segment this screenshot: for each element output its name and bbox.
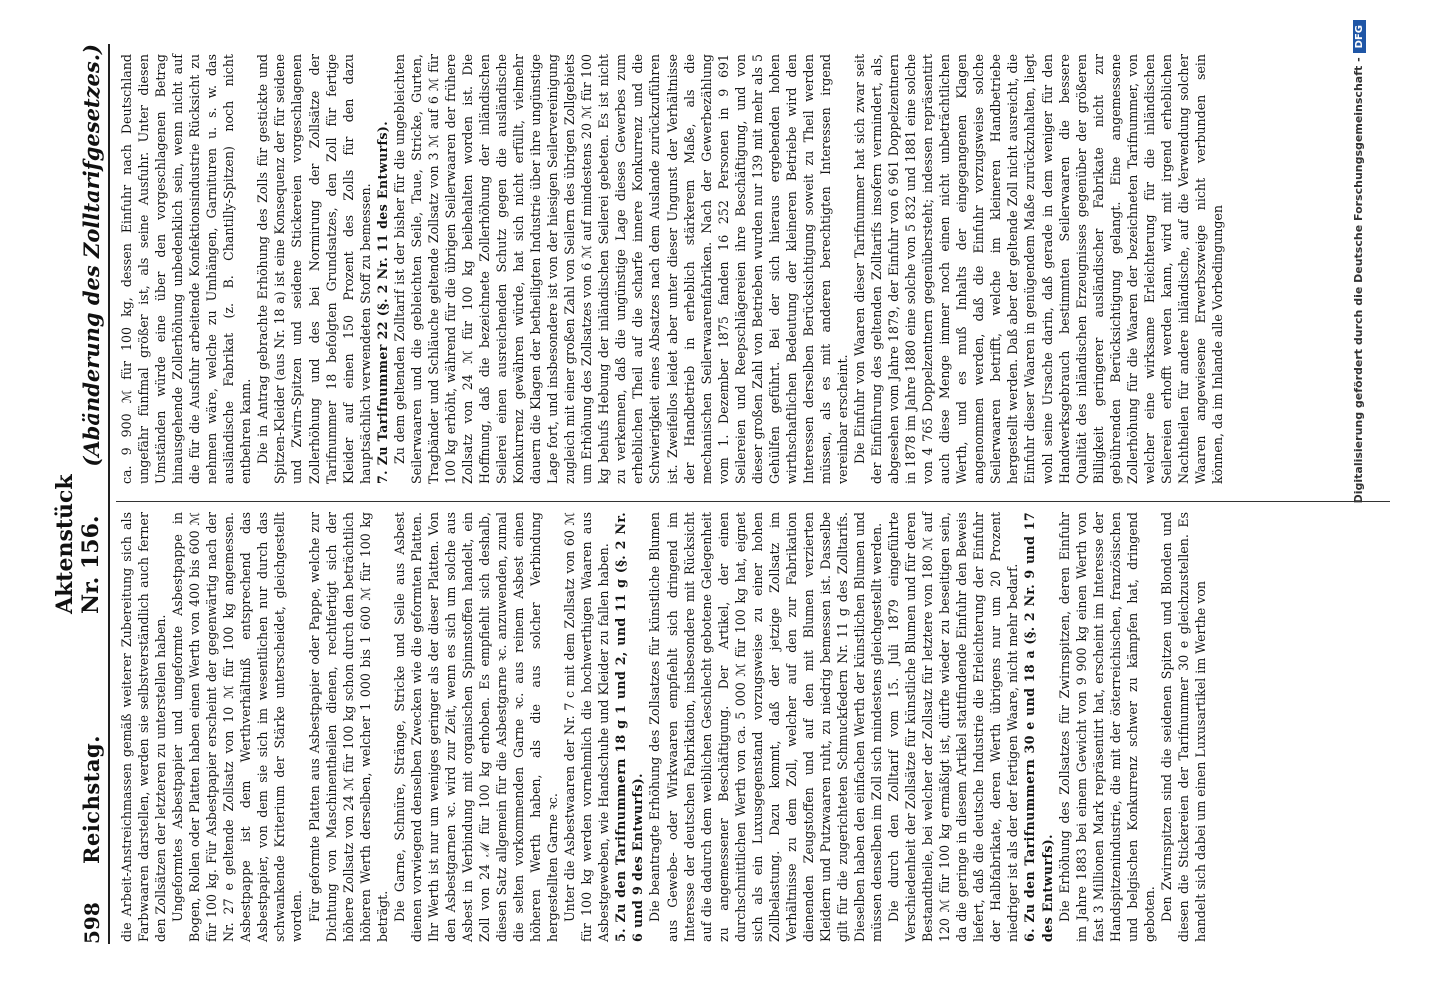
header-title: Aktenstück Nr. 156.: [52, 474, 104, 614]
digitization-credit: [1352, 20, 1368, 980]
section-heading: 7. Zu Tarifnummer 22 (§. 2 Nr. 11 des Entwurfs).: [374, 120, 390, 484]
paragraph: Den Zwirnspitzen sind die seidenen Spitzen und Blonden und diesen die Stickereien der Tarifnummer 30 e gleichzustellen. Es handelt sich dabei um einen Luxusartikel im Werthe von: [1158, 512, 1208, 942]
paragraph: Die Einfuhr von Waaren dieser Tarifnummer hat sich zwar seit der Einführung des geltenden Zolltarifs insofern vermindert, als, abgesehen vom Jahre 1879, der Einfuhr von 6 961 Doppelzentnern in 1878 im Jahre 1880 eine solche von 5 832 und 1881 eine solche von 4 765 Doppelzentnern gegenübersteht; indessen repräsentirt auch diese Menge immer noch einen nicht unbeträchtlichen Werth, und es muß Inhalts der eingegangenen Klagen angenommen werden, daß die Einfuhr vorzugsweise solche Seilerwaaren betrifft, welche im kleineren Handbetriebe hergestellt werden. Daß aber der geltende Zoll nicht ausreicht, die Einfuhr dieser Waaren in genügendem Maße zurückzuhalten, liegt wohl seine Ursache darin, daß gerade in dem weniger für den Handwerksgebrauch bestimmten Seilerwaaren die bessere Qualität des inländischen Erzeugnisses gegenüber der größeren Billigkeit geringerer ausländischer Fabrikate nicht zur gebührenden Berücksichtigung gelangt. Eine angemessene Zollerhöhung für die Waaren der bezeichneten Tarifnummer, von welcher eine wirksame Erleichterung für die inländischen Seilereien erhofft werden kann, wird mit irgend erheblichen Nachtheilen für andere inländische, auf die Verwendung solcher Waaren angewiesene Erwerbszweige nicht verbunden sein können, da im Inlande alle Vorbedingungen: [852, 54, 1225, 484]
header-rule: [108, 44, 110, 944]
section-heading: 6. Zu den Tarifnummern 30 e und 18 a (§. 2 Nr. 9 und 17 des Entwurfs).: [1022, 512, 1055, 942]
page-header: [52, 44, 104, 944]
paragraph: Die Garne, Schnüre, Stränge, Stricke und Seile aus Asbest dienen vorwiegend denselben Zwecken wie die geformten Platten. Ihr Werth ist nur um weniges geringer als der dieser Platten. Von den Asbestgarnen ꝛc. wird zur Zeit, wenn es sich um solche aus Asbest in Verbindung mit organischen Spinnstoffen handelt, ein Zoll von 24 ℳ für 100 kg erhoben. Es empfiehlt sich deshalb, diesen Satz allgemein für die Asbestgarne ꝛc. anzuwenden, zumal die selten vorkommenden Garne ꝛc. aus reinem Asbest einen höheren Werth haben, als die aus solcher Verbindung hergestellten Garne ꝛc.: [391, 512, 561, 942]
paragraph: Die durch den Zolltarif vom 15. Juli 1879 eingeführte Verschiedenheit der Zollsätze für künstliche Blumen und für deren Bestandtheile, bei welcher der Zollsatz für letztere von 180 ℳ auf 120 ℳ für 100 kg ermäßigt ist, dürfte wieder zu beseitigen sein, da die geringe in diesem Artikel stattfindende Einfuhr den Beweis liefert, daß die deutsche Industrie die Erleichterung der Einfuhr der Halbfabrikate, deren Werth übrigens nur um 20 Prozent niedriger ist als der der fertigen Waare, nicht mehr bedarf.: [886, 512, 1021, 942]
section-heading: 5. Zu den Tarifnummern 18 g 1 und 2, und 11 g (§. 2 Nr. 6 und 9 des Entwurfs).: [613, 512, 646, 942]
dfg-logo: DFG: [1353, 20, 1366, 53]
paragraph: Unter die Asbestwaaren der Nr. 7 c mit dem Zollsatz von 60 ℳ für 100 kg werden vornehmlich die hochwerthigen Waaren aus Asbestgeweben, wie Handschuhe und Kleider zu fallen haben.: [562, 512, 612, 942]
header-left: Reichstag.: [79, 735, 104, 864]
column-divider: [116, 501, 1390, 502]
left-column: [118, 512, 1209, 942]
paragraph: Die in Antrag gebrachte Erhöhung des Zolls für gestickte und Spitzen-Kleider (aus Nr. 18 a) ist eine Konsequenz der für seidene und Zwirn-Spitzen und seidene Stickereien vorgeschlagenen Zollerhöhung und des bei Normirung der Zollsätze der Tarifnummer 18 befolgten Grundsatzes, den Zoll für fertige Kleider auf einen 150 Prozent des Zolls für den dazu hauptsächlich verwendeten Stoff zu bemessen.: [255, 54, 373, 484]
paragraph: Ungeformtes Asbestpapier und ungeformte Asbestpappe in Bogen, Rollen oder Platten haben einen Werth von 400 bis 600 ℳ für 100 kg. Für Asbestpapier erscheint der gegenwärtig nach der Nr. 27 e geltende Zollsatz von 10 ℳ für 100 kg angemessen. Asbestpappe ist dem Werthverhältniß entsprechend das Asbestpapier, von dem sie sich im wesentlichen nur durch das schwankende Kriterium der Stärke unterscheidet, gleichgestellt worden.: [170, 512, 305, 942]
paragraph: Zu dem geltenden Zolltarif ist der bisher für die ungebleichten Seilerwaaren und die gebleichten Seile, Taue, Stricke, Gurten, Tragbänder und Schläuche geltende Zollsatz von 3 ℳ auf 6 ℳ für 100 kg erhöht, während für die übrigen Seilerwaaren der frühere Zollsatz von 24 ℳ für 100 kg beibehalten worden ist. Die Hoffnung, daß die bezeichnete Zollerhöhung der inländischen Seilerei einen ausreichenden Schutz gegen die ausländische Konkurrenz gewähren würde, hat sich nicht erfüllt, vielmehr dauern die Klagen der betheiligten Industrie über ihre ungünstige Lage fort, und insbesondere ist von der hiesigen Seilervereinigung zugleich mit einer großen Zahl von Seilern des übrigen Zollgebiets um Erhöhung des Zollsatzes von 6 ℳ auf mindestens 20 ℳ für 100 kg behufs Hebung der inländischen Seilerei gebeten. Es ist nicht zu verkennen, daß die ungünstige Lage dieses Gewerbes zum erheblichen Theil auf die scharfe innere Konkurrenz und die Schwierigkeit eines Absatzes nach dem Auslande zurückzuführen ist. Zweifellos leidet aber unter dieser Ungunst der Verhältnisse der Handbetrieb in erheblich stärkerem Maße, als die mechanischen Seilerwaarenfabriken. Nach der Gewerbezählung vom 1. Dezember 1875 fanden 16 252 Personen in 9 691 Seilereien und Reepschlägereien ihre Beschäftigung, und von dieser großen Zahl von Betrieben wurden nur 139 mit mehr als 5 Gehülfen geführt. Bei der sich hieraus ergebenden hohen wirthschaftlichen Bedeutung der kleineren Betriebe wird den Interessen derselben Berücksichtigung soweit zu Theil werden müssen, als es mit anderen berechtigten Interessen irgend vereinbar erscheint.: [391, 54, 850, 484]
paragraph: die Arbeit-Anstreichmassen gemäß weiterer Zubereitung sich als Farbwaaren darstellen, werden sie selbstverständlich auch ferner den Zollsätzen der letzteren zu unterstellen haben.: [119, 512, 169, 942]
credit-text: Digitalisierung gefördert durch die Deutsche Forschungsgemeinschaft -: [1352, 57, 1365, 504]
paragraph: Die Erhöhung des Zollsatzes für Zwirnspitzen, deren Einfuhr im Jahre 1883 bei einem Gewicht von 9 900 kg einen Werth von fast 3 Millionen Mark repräsentirt hat, erscheint im Interesse der Handspitzenindustrie, die mit der österreichischen, französischen und belgischen Konkurrenz schwer zu kämpfen hat, dringend geboten.: [1056, 512, 1157, 942]
paragraph: Für geformte Platten aus Asbestpapier oder Pappe, welche zur Dichtung von Maschinentheilen dienen, rechtfertigt sich der höhere Zollsatz von 24 ℳ für 100 kg schon durch den beträchtlich höheren Werth derselben, welcher 1 000 bis 1 600 ℳ für 100 kg beträgt.: [306, 512, 390, 942]
header-right: (Abänderung des Zolltarifgesetzes.): [79, 44, 104, 467]
paragraph: Die beantragte Erhöhung des Zollsatzes für künstliche Blumen aus Gewebe- oder Wirkwaaren empfiehlt sich dringend im Interesse der deutschen Fabrikation, insbesondere mit Rücksicht auf die dadurch dem weiblichen Geschlecht gebotene Gelegenheit zu angemessener Beschäftigung. Der Artikel, der einen durchschnittlichen Werth von ca. 5 000 ℳ für 100 kg hat, eignet sich als ein Luxusgegenstand vorzugsweise zu einer hohen Zollbelastung. Dazu kommt, daß der jetzige Zollsatz im Verhältnisse zu dem Zoll, welcher auf den zur Fabrikation dienenden Zeugstoffen und auf den mit Blumen verzierten Kleidern und Putzwaaren ruht, zu niedrig bemessen ist. Dasselbe gilt für die zugerichteten Schmuckfedern Nr. 11 g des Zolltarifs. Dieselben haben den einfachen Werth der künstlichen Blumen und müssen denselben im Zoll sich mindestens gleichgestellt werden.: [647, 512, 885, 942]
page-number: 598: [80, 902, 104, 944]
paragraph: ca. 9 900 ℳ für 100 kg, dessen Einfuhr nach Deutschland ungefähr fünfmal größer ist, als seine Ausfuhr. Unter diesen Umständen würde eine über den vorgeschlagenen Betrag hinausgehende Zollerhöhung unbedenklich sein, wenn nicht auf die für die Ausfuhr arbeitende Konfektionsindustrie Rücksicht zu nehmen wäre, welche zu Umhängen, Garnituren u. s. w. das ausländische Fabrikat (z. B. Chantilly-Spitzen) noch nicht entbehren kann.: [119, 54, 254, 484]
right-column: [118, 54, 1226, 484]
